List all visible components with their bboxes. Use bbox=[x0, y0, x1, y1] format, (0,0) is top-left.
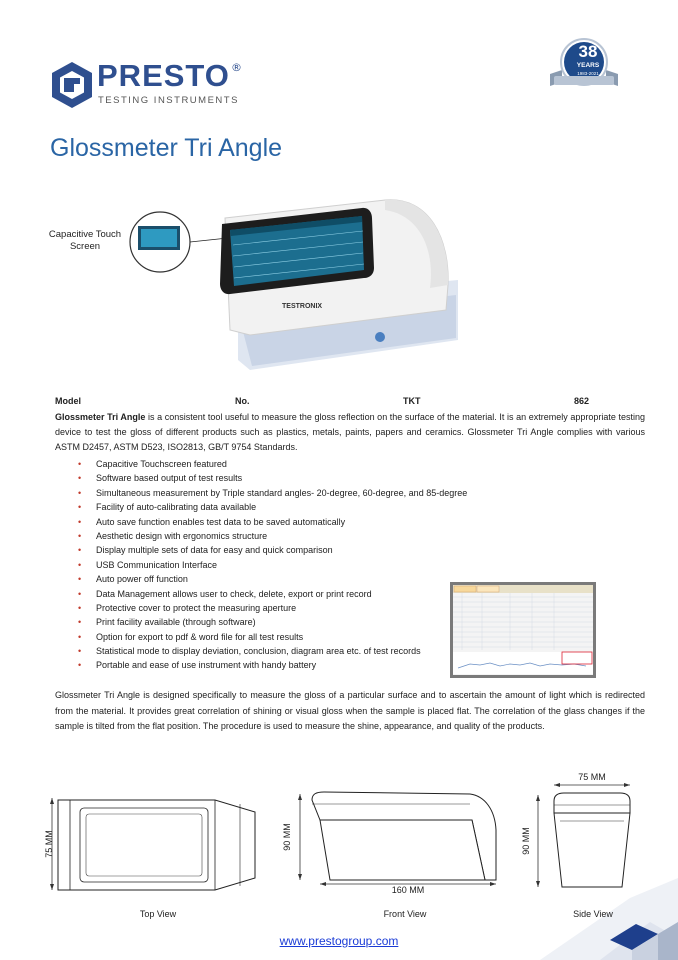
feature-item: • Portable and ease of use instrument with handy battery bbox=[78, 658, 448, 672]
feature-item: • Protective cover to protect the measuring aperture bbox=[78, 601, 448, 615]
badge-range: 1983-2021 bbox=[577, 71, 599, 76]
feature-item: • Capacitive Touchscreen featured bbox=[78, 457, 448, 471]
feature-item: • Option for export to pdf & word file for all test results bbox=[78, 630, 448, 644]
intro-paragraph bbox=[55, 410, 645, 455]
feature-item: • Auto save function enables test data to be saved automatically bbox=[78, 515, 448, 529]
page-title: Glossmeter Tri Angle bbox=[50, 134, 283, 162]
front-view-height: 90 MM bbox=[282, 823, 292, 851]
model-no-label: No. bbox=[235, 396, 250, 406]
side-view-height: 90 MM bbox=[521, 827, 531, 855]
feature-list bbox=[78, 457, 468, 673]
feature-item: • Auto power off function bbox=[78, 572, 448, 586]
top-view-dimension: 75 MM bbox=[44, 830, 54, 858]
feature-item: • USB Communication Interface bbox=[78, 558, 448, 572]
front-view-drawing bbox=[282, 780, 510, 900]
registered-mark: ® bbox=[231, 61, 242, 74]
corner-decoration bbox=[540, 878, 678, 960]
feature-item: • Statistical mode to display deviation, conclusion, diagram area etc. of test records bbox=[78, 644, 448, 658]
description-paragraph: Glossmeter Tri Angle is designed specifically to measure the gloss of a particular surface and to ascertain the amount of light which is redirected from the material. It provides great correlation of shining or visual gloss when the sample is placed flat. The correlation of the glass changes if the sample is tilted from the flat position. The procedure is used to measure the shine, appearance, and quality of the products. bbox=[55, 690, 645, 732]
side-view-width: 75 MM bbox=[578, 772, 606, 782]
touchscreen-callout: Capacitive Touch Screen bbox=[48, 229, 122, 252]
intro-text: is a consistent tool useful to measure the gloss reflection on the surface of the material. It is an extremely appropriate testing device to test the gloss of different products such as plastics, metals, paints, papers and ceramics. Glossmeter Tri Angle complies with various ASTM D2457, ASTM D523, ISO2813, GB/T 9754 Standards. bbox=[55, 412, 645, 452]
glossmeter-product-image bbox=[130, 190, 470, 385]
intro-product-name: Glossmeter Tri Angle bbox=[55, 412, 146, 422]
side-view-caption: Side View bbox=[573, 909, 613, 919]
top-view-drawing bbox=[40, 790, 280, 910]
software-screenshot bbox=[450, 582, 596, 678]
feature-item: • Data Management allows user to check, delete, export or print record bbox=[78, 587, 448, 601]
badge-number: 38 bbox=[578, 42, 598, 61]
feature-item: • Display multiple sets of data for easy and quick comparison bbox=[78, 543, 448, 557]
model-label: Model bbox=[55, 396, 81, 406]
device-brand-label: TESTRONIX bbox=[282, 303, 323, 310]
feature-item: • Facility of auto-calibrating data available bbox=[78, 500, 448, 514]
model-prefix: TKT bbox=[403, 396, 421, 406]
feature-item: • Simultaneous measurement by Triple standard angles- 20-degree, 60-degree, and 85-degree bbox=[78, 486, 448, 500]
model-number: 862 bbox=[574, 396, 590, 406]
badge-years: YEARS bbox=[576, 62, 600, 69]
website-link[interactable]: www.prestogroup.com bbox=[279, 934, 399, 948]
feature-item: • Software based output of test results bbox=[78, 471, 448, 485]
top-view-caption: Top View bbox=[139, 909, 177, 919]
logo-wordmark: PRESTO bbox=[97, 58, 230, 93]
front-view-width: 160 MM bbox=[391, 885, 425, 895]
logo-tagline: TESTING INSTRUMENTS bbox=[98, 95, 239, 106]
feature-item: • Aesthetic design with ergonomics structure bbox=[78, 529, 448, 543]
feature-item: • Print facility available (through software) bbox=[78, 615, 448, 629]
front-view-caption: Front View bbox=[383, 909, 427, 919]
